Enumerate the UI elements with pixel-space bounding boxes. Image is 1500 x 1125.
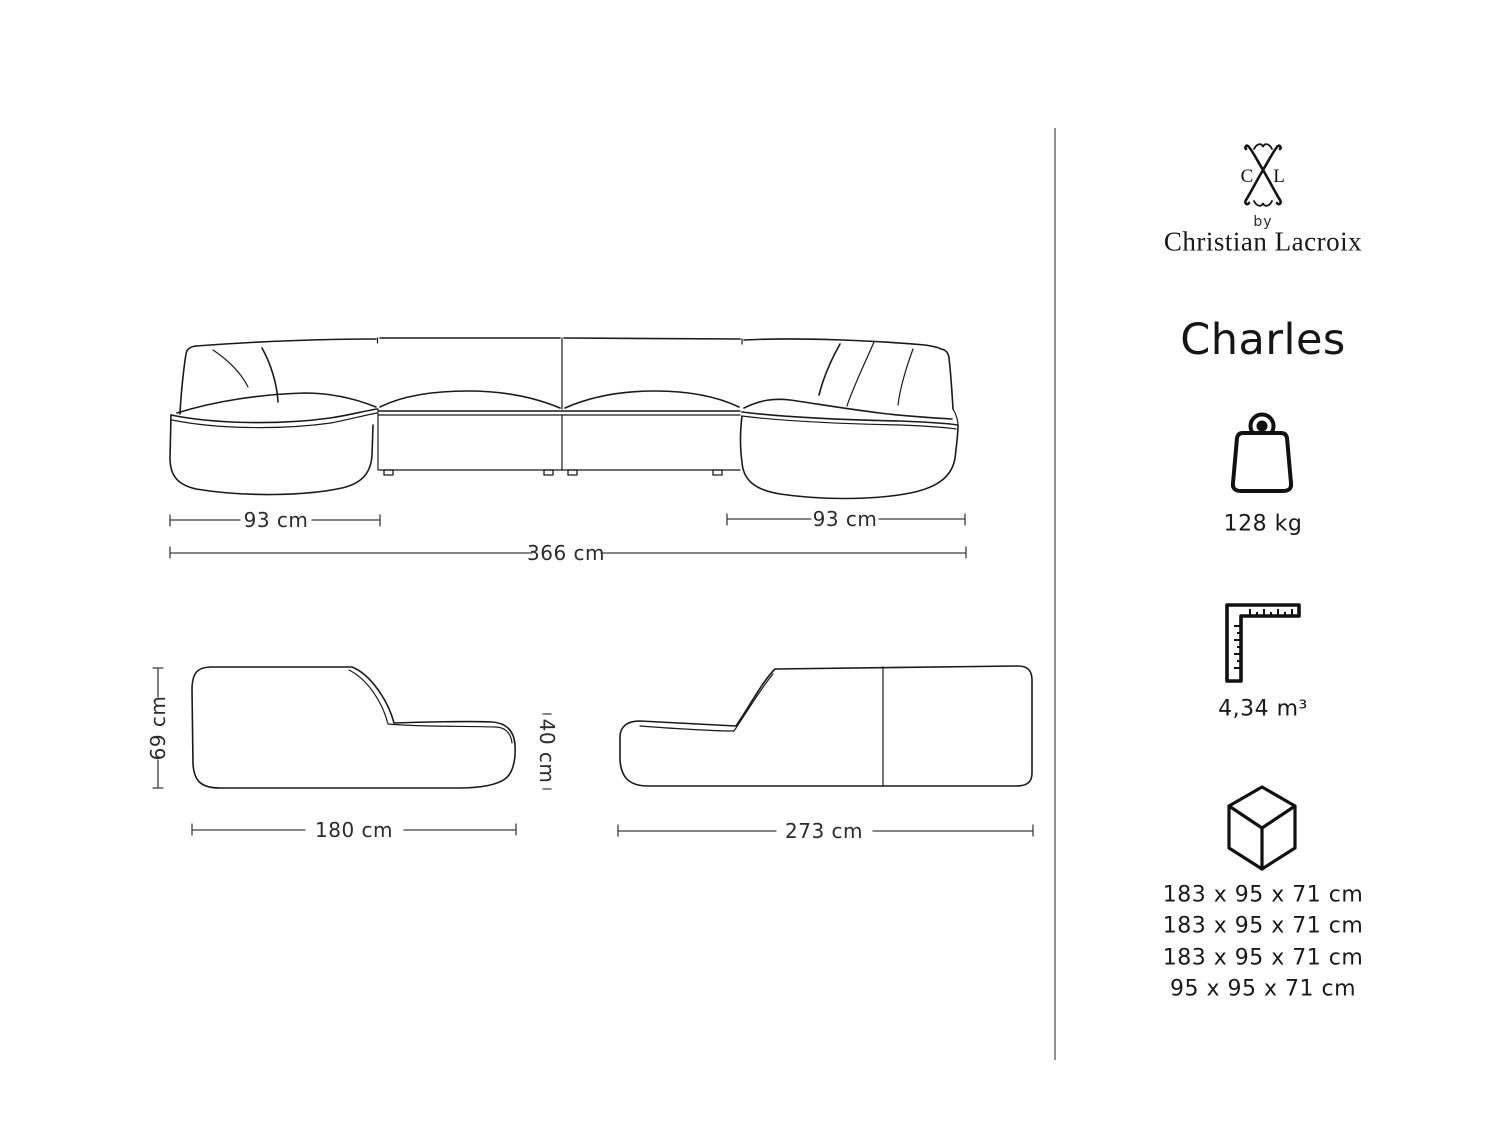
package-dimension-line: 183 x 95 x 71 cm: [1162, 945, 1364, 971]
sofa-foot: [544, 470, 553, 475]
side-left-outline: [192, 667, 515, 788]
weight-icon: [1233, 415, 1291, 492]
middle-modules: [378, 338, 740, 475]
ruler-square-icon: [1227, 605, 1299, 681]
brand-name: Christian Lacroix: [1163, 226, 1363, 257]
sofa-foot: [713, 470, 722, 475]
middle-cushion-left: [380, 391, 560, 408]
sofa-foot: [568, 470, 577, 475]
side-right-outline: [620, 666, 1032, 786]
package-dimension-line: 183 x 95 x 71 cm: [1162, 882, 1364, 908]
cxl-monogram-icon: [1241, 144, 1285, 206]
left-seat-back-edge: [177, 393, 376, 413]
left-chaise-module: [170, 346, 377, 495]
package-dimension-line: 95 x 95 x 71 cm: [1169, 976, 1357, 1002]
monogram-letter-c: C: [1240, 166, 1254, 187]
left-seat-piping-outer: [171, 409, 377, 423]
dim-label-total-width: 366 cm: [526, 541, 606, 565]
right-chaise-module: [741, 342, 959, 499]
sofa-foot: [384, 470, 393, 475]
right-backrest-fold-curves: [847, 342, 913, 406]
sofa-side-view-left: [192, 667, 515, 788]
left-module-top-edge: [196, 339, 376, 346]
right-backrest-edge-curve: [819, 344, 840, 395]
package-dimension-line: 183 x 95 x 71 cm: [1162, 913, 1364, 939]
side-left-piping: [349, 670, 512, 743]
dim-label-back-height: 69 cm: [146, 695, 170, 761]
dim-label-right-chaise-width: 93 cm: [812, 507, 878, 531]
middle-cushion-right: [565, 391, 739, 408]
cube-icon: [1229, 787, 1295, 869]
brand-by-text: by: [1253, 214, 1273, 230]
product-title: Charles: [1180, 315, 1346, 365]
dim-label-seat-height: 40 cm: [535, 718, 559, 784]
left-backrest-fold-curve: [213, 350, 248, 387]
sofa-side-view-right: [620, 666, 1032, 786]
right-module-top-edge: [744, 339, 941, 349]
middle-modules-top-edge: [380, 338, 740, 339]
dim-label-depth: 180 cm: [314, 818, 394, 842]
spec-weight-value: 128 kg: [1223, 511, 1303, 537]
dim-label-left-chaise-width: 93 cm: [243, 508, 309, 532]
dim-label-length: 273 cm: [784, 819, 864, 843]
right-chaise-base: [741, 416, 959, 499]
monogram-letter-l: L: [1273, 166, 1285, 187]
sofa-front-view: [170, 338, 958, 499]
spec-volume-value: 4,34 m³: [1218, 696, 1308, 722]
